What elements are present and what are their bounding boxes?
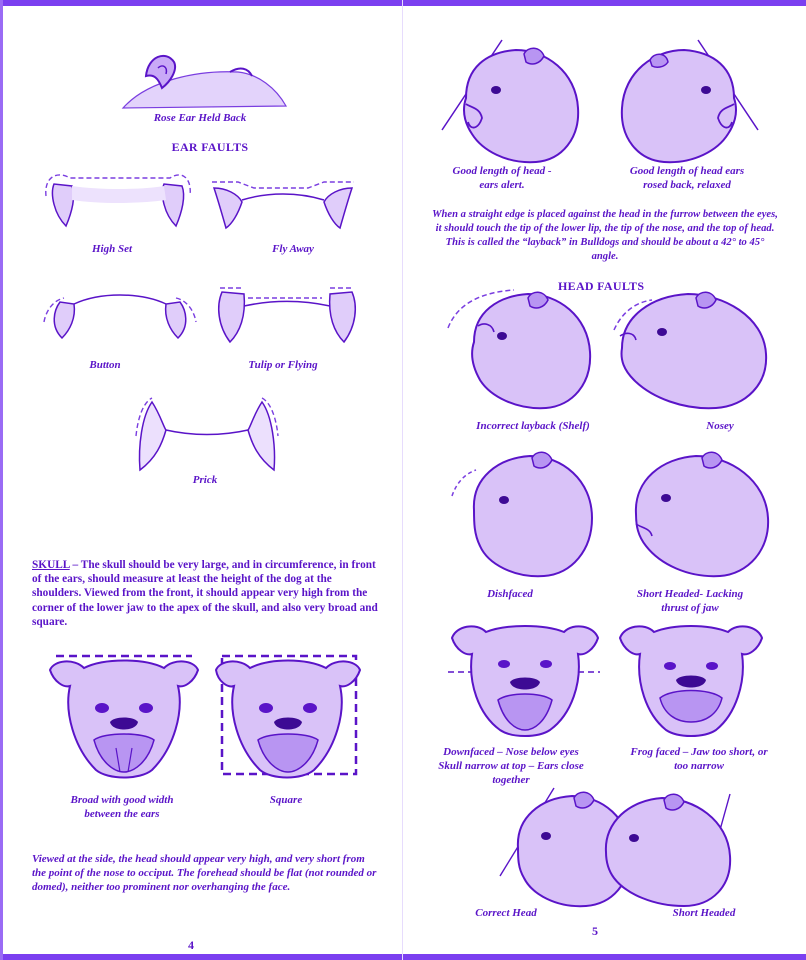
fly-away-caption: Fly Away [272,243,314,255]
prick-caption: Prick [192,474,218,486]
layback-caption-alert: Good length of head - ears alert. [452,165,552,191]
skull-paragraph [32,558,378,629]
side-view-note: Viewed at the side, the head should appear very high, and very short from the point of the nose to occiput. The forehead should be flat (not rounded or domed), neither too prominent nor overhanging the face. [32,853,377,893]
skull-text: – The skull should be very large, and in circumference, in front of the ears, should measure at least the height of the dog at the shoulders. Viewed from the front, it should appear very high from the corner of the lower jaw to the apex of the skull, and also very broad and square. [32,559,378,628]
frog-faced-caption: Frog faced – Jaw too short, or too narrow [630,746,768,772]
page-number-right: 5 [592,924,598,938]
nosey-head-illustration [612,282,772,410]
nosey-caption: Nosey [706,420,734,432]
layback-head-ears-alert [436,38,586,163]
rose-ear-illustration [118,48,288,110]
high-set-ear-illustration [40,170,195,230]
page-bottom-border [0,954,806,960]
button-caption: Button [89,359,121,371]
downfaced-caption: Downfaced – Nose below eyes Skull narrow at top – Ears close together [438,746,584,786]
button-ear-illustration [40,288,200,350]
high-set-caption: High Set [91,243,133,255]
downfaced-head-illustration [446,616,604,738]
short-headed-jaw-illustration [626,444,776,579]
shelf-head-illustration [444,282,594,410]
layback-note: When a straight edge is placed against the head in the furrow between the eyes, it should touch the tip of the lower lip, the tip of the nose, and the top of head. This is called the “layback” in Bulldogs and should be about a 42° to 45° angle. [432,209,778,262]
layback-head-ears-rosed [614,38,769,163]
tulip-caption: Tulip or Flying [248,359,318,371]
page-number-left: 4 [188,938,194,952]
dishfaced-caption: Dishfaced [487,588,533,600]
shelf-caption: Incorrect layback (Shelf) [476,420,590,432]
layback-caption-rosed: Good length of head ears rosed back, relaxed [629,165,745,191]
page-left-border [0,0,3,960]
short-headed-jaw-caption: Short Headed- Lacking thrust of jaw [636,588,744,614]
ear-faults-heading: EAR FAULTS [171,140,249,154]
dishfaced-head-illustration [446,444,596,579]
frog-faced-head-illustration [616,618,766,740]
short-headed-illustration [596,786,746,908]
broad-head-illustration [44,652,204,782]
tulip-ear-illustration [212,282,362,352]
square-head-illustration [212,652,362,782]
skull-term: SKULL [32,559,70,571]
page-top-border [0,0,806,6]
square-head-caption: Square [269,794,303,806]
fly-away-ear-illustration [208,170,358,230]
book-spine [402,0,403,960]
broad-head-caption: Broad with good width between the ears [70,794,174,820]
correct-head-caption: Correct Head [475,907,537,919]
head-faults-heading: HEAD FAULTS [558,279,645,293]
rose-ear-caption: Rose Ear Held Back [153,112,247,124]
short-headed-caption: Short Headed [672,907,736,919]
prick-ear-illustration [132,396,282,474]
